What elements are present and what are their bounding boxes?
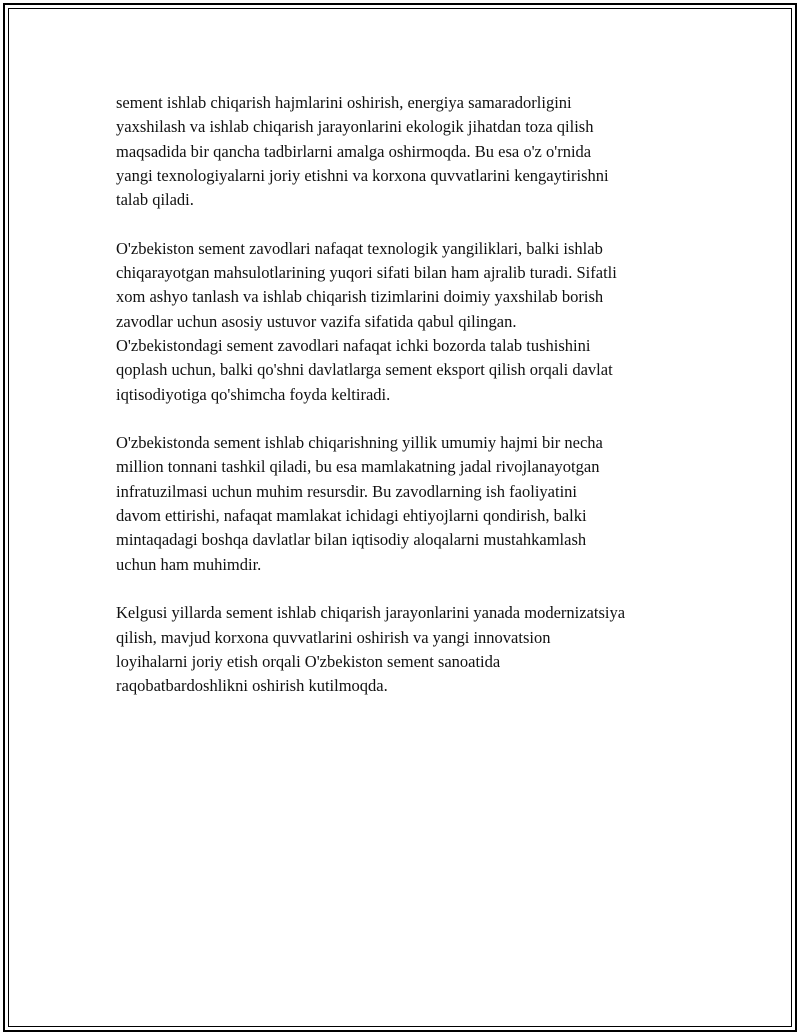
document-body [116, 91, 706, 723]
paragraph-1: sement ishlab chiqarish hajmlarini oshirish, energiya samaradorligini yaxshilash va ishlab chiqarish jarayonlarini ekologik jihatdan toza qilish maqsadida bir qancha tadbirlarni amalga oshirmoqda. Bu esa o'z o'rnida yangi texnologiyalarni joriy etishni va korxona quvvatlarini kengaytirishni talab qiladi. [116, 93, 609, 210]
page-frame [3, 3, 797, 1032]
paragraph-4: Kelgusi yillarda sement ishlab chiqarish jarayonlarini yanada modernizatsiya qilish, mavjud korxona quvvatlarini oshirish va yangi innovatsion loyihalarni joriy etish orqali O'zbekiston sement sanoatida raqobatbardoshlikni oshirish kutilmoqda. [116, 603, 626, 696]
paragraph-3: O'zbekistonda sement ishlab chiqarishning yillik umumiy hajmi bir necha million tonnani tashkil qiladi, bu esa mamlakatning jadal rivojlanayotgan infratuzilmasi uchun muhim resursdir. Bu zavodlarning ish faoliyatini davom ettirishi, nafaqat mamlakat ichidagi ehtiyojlarni qondirish, balki mintaqadagi boshqa davlatlar bilan iqtisodiy aloqalarni mustahkamlash uchun ham muhimdir. [116, 433, 603, 574]
paragraph-2: O'zbekiston sement zavodlari nafaqat texnologik yangiliklari, balki ishlab chiqarayotgan mahsulotlarining yuqori sifati bilan ham ajralib turadi. Sifatli xom ashyo tanlash va ishlab chiqarish tizimlarini doimiy yaxshilab borish zavodlar uchun asosiy ustuvor vazifa sifatida qabul qilingan. O'zbekistondagi sement zavodlari nafaqat ichki bozorda talab tushishini qoplash uchun, balki qo'shni davlatlarga sement eksport qilish orqali davlat iqtisodiyotiga qo'shimcha foyda keltiradi. [116, 238, 617, 404]
